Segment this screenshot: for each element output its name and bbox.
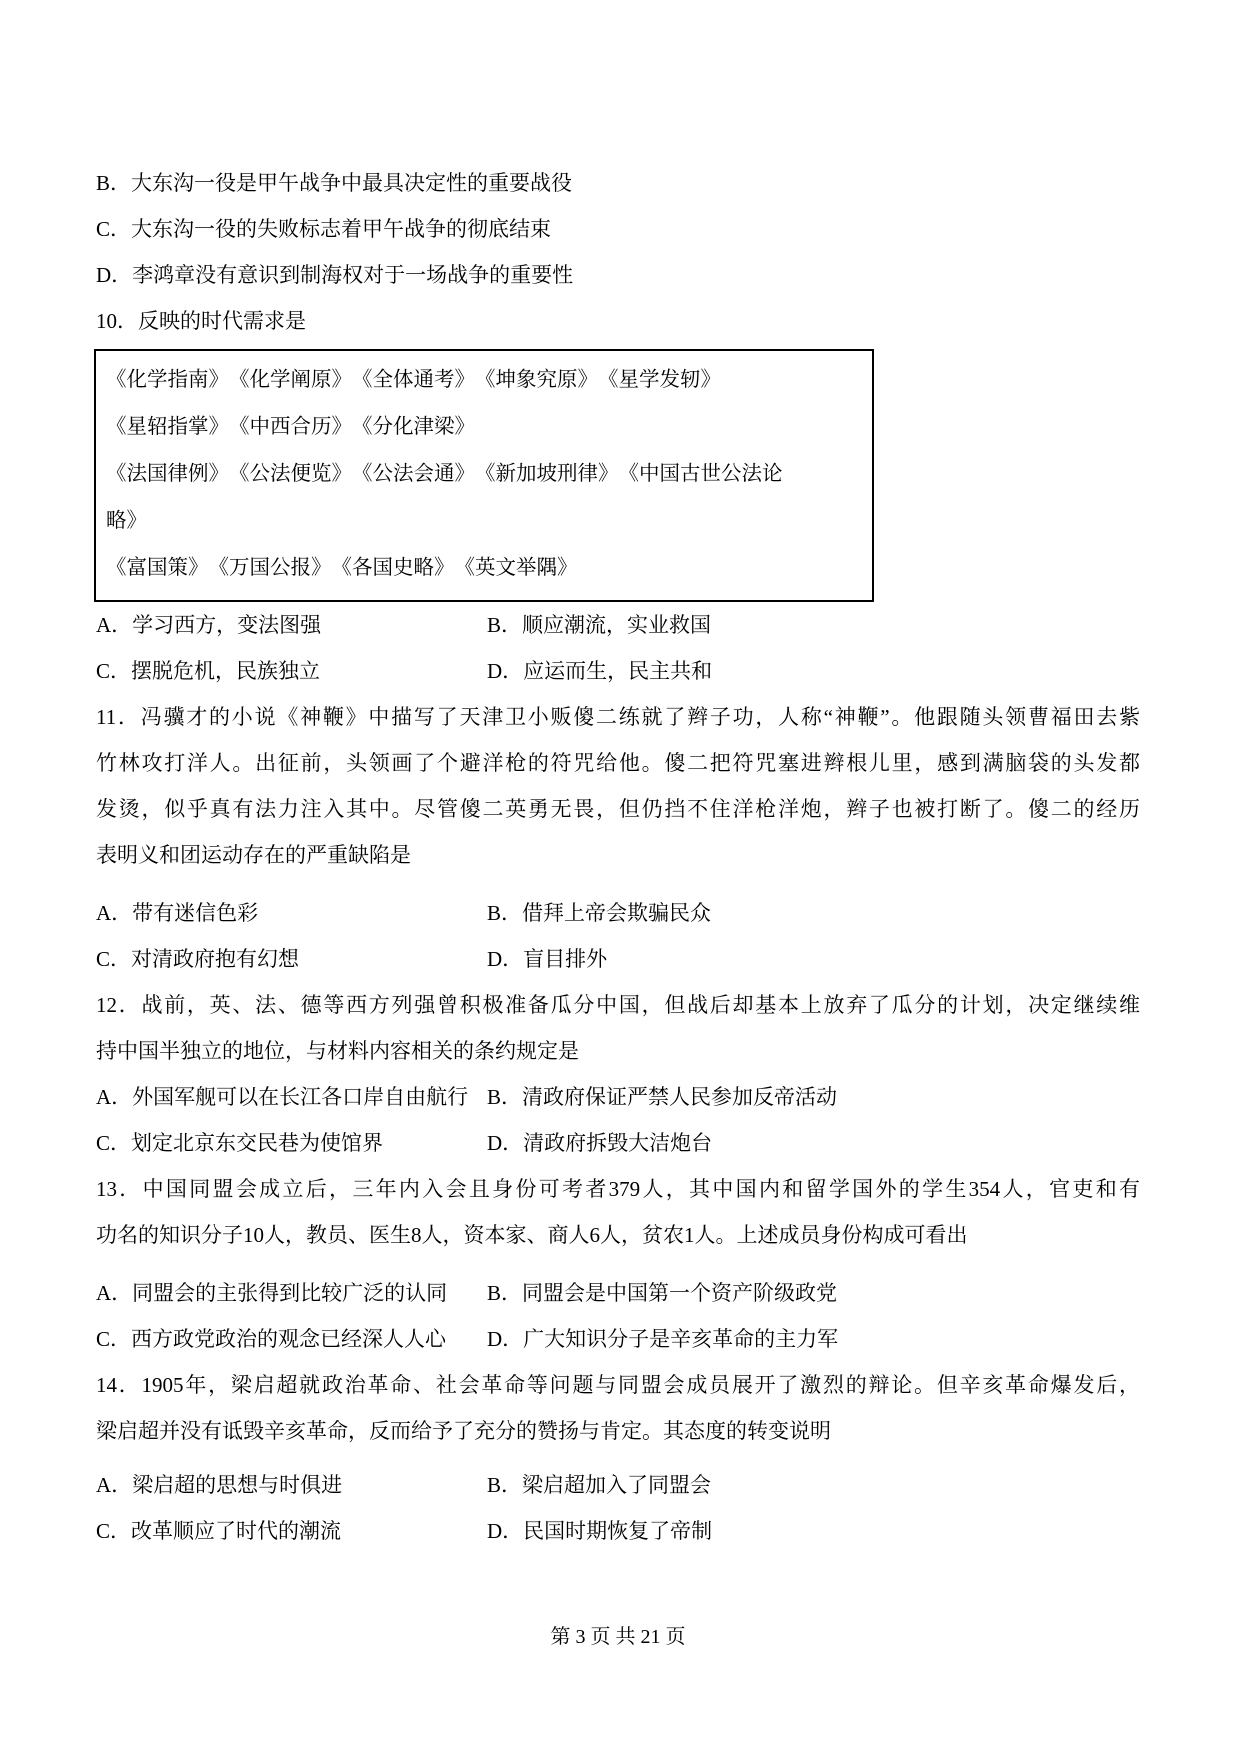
q13-options-row-2 xyxy=(96,1316,1140,1362)
q11-options-row-1 xyxy=(96,890,1140,936)
q11-option-a: A．带有迷信色彩 xyxy=(96,901,259,925)
question-11-stem-line: 发烫，似乎真有法力注入其中。尽管傻二英勇无畏，但仍挡不住洋枪洋炮，辫子也被打断了。傻二的经历 xyxy=(96,797,1140,821)
q10-option-b: B．顺应潮流，实业救国 xyxy=(487,613,712,637)
q10-options-row-1 xyxy=(96,602,1140,648)
question-12-stem-line: 12．战前，英、法、德等西方列强曾积极准备瓜分中国，但战后却基本上放弃了瓜分的计划，决定继续维 xyxy=(96,993,1140,1017)
question-10-stem: 10．反映的时代需求是 xyxy=(96,309,306,333)
question-12-stem-line: 持中国半独立的地位，与材料内容相关的条约规定是 xyxy=(96,1039,579,1063)
q12-options-row-2 xyxy=(96,1120,1140,1166)
q14-options-row-2 xyxy=(96,1508,1140,1554)
q12-options-row-1 xyxy=(96,1074,1140,1120)
q10-option-d: D．应运而生，民主共和 xyxy=(487,659,713,683)
q10-option-a: A．学习西方，变法图强 xyxy=(96,613,322,637)
q10-option-c: C．摆脱危机，民族独立 xyxy=(96,659,321,683)
question-14-stem-line: 14．1905年，梁启超就政治革命、社会革命等问题与同盟会成员展开了激烈的辩论。但辛亥革命爆发后， xyxy=(96,1373,1140,1397)
question-14-stem-line: 梁启超并没有诋毁辛亥革命，反而给予了充分的赞扬与肯定。其态度的转变说明 xyxy=(96,1419,831,1443)
q12-option-b: B．清政府保证严禁人民参加反帝活动 xyxy=(487,1085,838,1109)
q10-box-line: 《富国策》 《万国公报》 《各国史略》 《英文举隅》 xyxy=(106,557,578,579)
q11-option-b: B．借拜上帝会欺骗民众 xyxy=(487,901,712,925)
q9-option-c: C．大东沟一役的失败标志着甲午战争的彻底结束 xyxy=(96,217,552,241)
q10-box-line: 《法国律例》 《公法便览》 《公法会通》 《新加坡刑律》 《中国古世公法论 xyxy=(106,463,783,485)
q12-option-a: A．外国军舰可以在长江各口岸自由航行 xyxy=(96,1085,469,1109)
q14-options-row-1 xyxy=(96,1462,1140,1508)
q12-option-d: D．清政府拆毁大洁炮台 xyxy=(487,1131,713,1155)
question-13-stem-line: 功名的知识分子10人，教员、医生8人，资本家、商人6人，贫农1人。上述成员身份构成可看出 xyxy=(96,1223,968,1247)
question-13-stem-line: 13．中国同盟会成立后，三年内入会且身份可考者379人，其中国内和留学国外的学生354人，官吏和有 xyxy=(96,1177,1140,1201)
q14-option-a: A．梁启超的思想与时俱进 xyxy=(96,1473,343,1497)
q10-options-row-2 xyxy=(96,648,1140,694)
q11-option-c: C．对清政府抱有幻想 xyxy=(96,947,300,971)
page-number-footer: 第 3 页 共 21 页 xyxy=(550,1626,686,1648)
q10-box-line: 略》 xyxy=(106,510,147,532)
q10-source-box xyxy=(94,349,874,602)
q14-option-c: C．改革顺应了时代的潮流 xyxy=(96,1519,342,1543)
q11-options-row-2 xyxy=(96,936,1140,982)
q13-option-c: C．西方政党政治的观念已经深人人心 xyxy=(96,1327,447,1351)
q9-option-b: B．大东沟一役是甲午战争中最具决定性的重要战役 xyxy=(96,171,573,195)
question-11-stem-line: 11．冯骥才的小说《神鞭》中描写了天津卫小贩傻二练就了辫子功，人称“神鞭”。他跟随头领曹福田去紫 xyxy=(96,705,1140,729)
q13-option-b: B．同盟会是中国第一个资产阶级政党 xyxy=(487,1281,838,1305)
q13-option-a: A．同盟会的主张得到比较广泛的认同 xyxy=(96,1281,448,1305)
q12-option-c: C．划定北京东交民巷为使馆界 xyxy=(96,1131,384,1155)
q13-option-d: D．广大知识分子是辛亥革命的主力军 xyxy=(487,1327,839,1351)
q11-option-d: D．盲目排外 xyxy=(487,947,608,971)
q10-box-line: 《化学指南》 《化学阐原》 《全体通考》 《坤象究原》 《星学发轫》 xyxy=(106,369,721,391)
question-11-stem-line: 竹林攻打洋人。出征前，头领画了个避洋枪的符咒给他。傻二把符咒塞进辫根儿里，感到满脑袋的头发都 xyxy=(96,751,1140,775)
q13-options-row-1 xyxy=(96,1270,1140,1316)
question-11-stem-line: 表明义和团运动存在的严重缺陷是 xyxy=(96,843,411,867)
q14-option-d: D．民国时期恢复了帝制 xyxy=(487,1519,713,1543)
q14-option-b: B．梁启超加入了同盟会 xyxy=(487,1473,712,1497)
q10-box-line: 《星轺指掌》 《中西合历》 《分化津梁》 xyxy=(106,416,475,438)
q9-option-d: D．李鸿章没有意识到制海权对于一场战争的重要性 xyxy=(96,263,574,287)
